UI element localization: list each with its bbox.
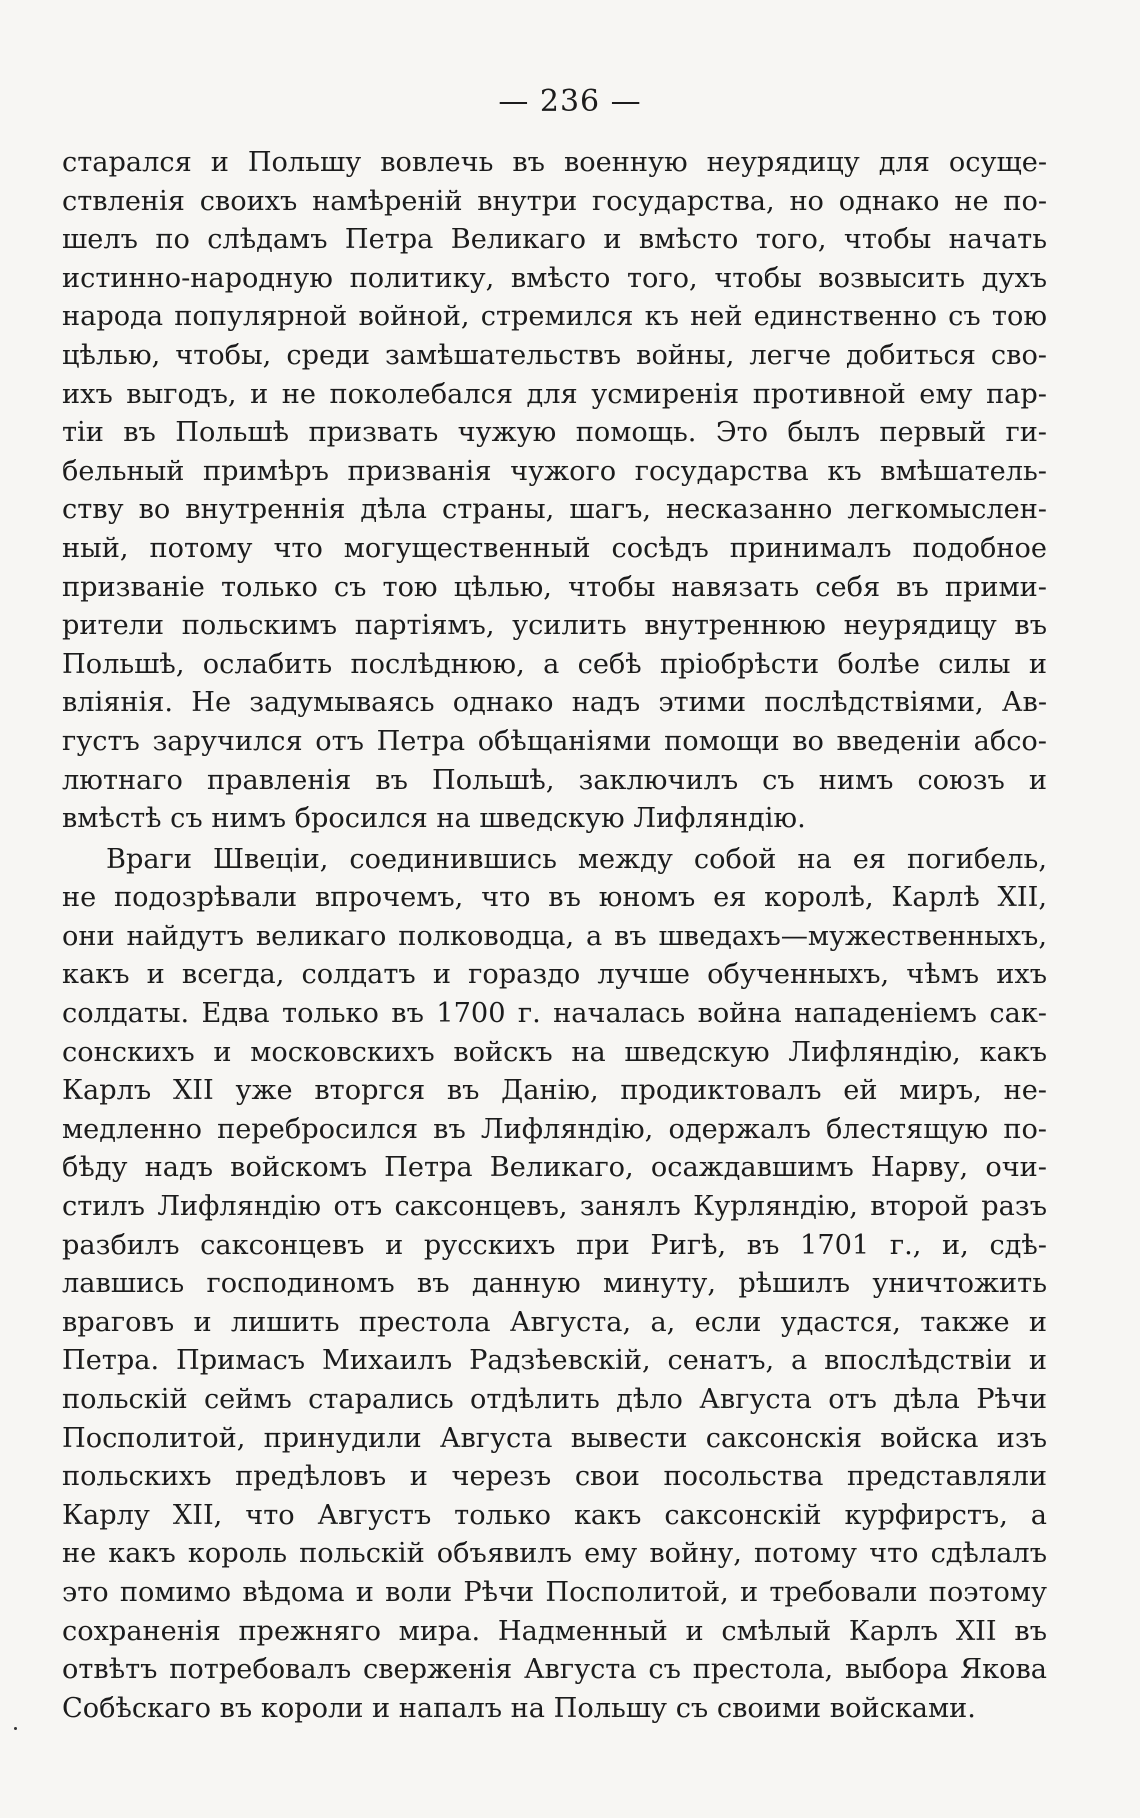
text-line: лютнаго правленія въ Польшѣ, заключилъ съ нимъ союзъ и [62, 764, 1047, 796]
text-line: не какъ король польскій объявилъ ему войну, потому что сдѣлалъ [62, 1538, 1047, 1570]
text-line: враговъ и лишить престола Августа, а, если удастся, также и [62, 1306, 1047, 1338]
text-line: густъ заручился отъ Петра обѣщаніями помощи во введеніи абсо- [62, 725, 1047, 757]
text-line: разбилъ саксонцевъ и русскихъ при Ригѣ, въ 1701 г., и, сдѣ- [62, 1229, 1047, 1261]
page-number: — 236 — [498, 84, 642, 119]
text-line: вліянія. Не задумываясь однако надъ этими послѣдствіями, Ав- [62, 687, 1047, 719]
text-line: Враги Швеціи, соединившись между собой на ея погибель, [106, 843, 1047, 875]
text-line: истинно-народную политику, вмѣсто того, чтобы возвысить духъ [62, 262, 1047, 294]
text-line: какъ и всегда, солдатъ и гораздо лучше обученныхъ, чѣмъ ихъ [62, 959, 1047, 991]
text-line: вмѣстѣ съ нимъ бросился на шведскую Лифляндію. [62, 803, 806, 835]
text-line: медленно перебросился въ Лифляндію, одержалъ блестящую по- [62, 1113, 1047, 1145]
text-line: бельный примѣръ призванія чужого государства къ вмѣшатель- [62, 455, 1047, 487]
text-line: бѣду надъ войскомъ Петра Великаго, осаждавшимъ Нарву, очи- [62, 1152, 1047, 1184]
text-line: ный, потому что могущественный сосѣдъ принималъ подобное [62, 532, 1047, 564]
paragraph [62, 841, 1047, 1729]
text-line: ихъ выгодъ, и не поколебался для усмиренія противной ему пар- [62, 378, 1047, 410]
text-line: сохраненія прежняго мира. Надменный и смѣлый Карлъ XII въ [62, 1615, 1047, 1647]
text-line: старался и Польшу вовлечь въ военную неурядицу для осуще- [62, 147, 1047, 178]
text-line: Собѣскаго въ короли и напалъ на Польшу съ своими войсками. [62, 1692, 976, 1724]
text-line: ству во внутреннія дѣла страны, шагъ, несказанно легкомыслен- [62, 494, 1047, 526]
text-line: народа популярной войной, стремился къ ней единственно съ тою [62, 301, 1047, 333]
text-line: шелъ по слѣдамъ Петра Великаго и вмѣсто того, чтобы начать [62, 224, 1047, 256]
text-line: Карлъ XII уже вторгся въ Данію, продиктовалъ ей миръ, не- [62, 1075, 1047, 1107]
text-line: не подозрѣвали впрочемъ, что въ юномъ ея королѣ, Карлѣ XII, [62, 882, 1047, 914]
text-line: Посполитой, принудили Августа вывести саксонскія войска изъ [62, 1422, 1047, 1454]
text-line: лавшись господиномъ въ данную минуту, рѣшилъ уничтожить [62, 1268, 1047, 1300]
text-line: Петра. Примасъ Михаилъ Радзѣевскій, сенатъ, а впослѣдствіи и [62, 1345, 1047, 1377]
text-line: отвѣтъ потребовалъ сверженія Августа съ престола, выбора Якова [62, 1654, 1047, 1686]
text-line: Польшѣ, ослабить послѣднюю, а себѣ пріобрѣсти болѣе силы и [62, 648, 1047, 680]
ink-speck [14, 1727, 17, 1730]
text-line: солдаты. Едва только въ 1700 г. началась война нападеніемъ сак- [62, 998, 1047, 1030]
text-line: Карлу XII, что Августъ только какъ саксонскій курфирстъ, а [62, 1499, 1047, 1531]
text-line: сонскихъ и московскихъ войскъ на шведскую Лифляндію, какъ [62, 1036, 1047, 1068]
text-line: это помимо вѣдома и воли Рѣчи Посполитой, и требовали поэтому [62, 1576, 1047, 1608]
text-line: призваніе только съ тою цѣлью, чтобы навязать себя въ прими- [62, 571, 1047, 603]
body-text [62, 144, 1047, 1728]
text-line: польскихъ предѣловъ и черезъ свои посольства представляли [62, 1461, 1047, 1493]
text-line: тіи въ Польшѣ призвать чужую помощь. Это былъ первый ги- [62, 417, 1047, 449]
text-line: цѣлью, чтобы, среди замѣшательствъ войны, легче добиться сво- [62, 339, 1047, 371]
text-line: ствленія своихъ намѣреній внутри государства, но однако не по- [62, 185, 1047, 217]
text-line: стилъ Лифляндію отъ саксонцевъ, занялъ Курляндію, второй разъ [62, 1191, 1047, 1223]
text-line: польскій сеймъ старались отдѣлить дѣло Августа отъ дѣла Рѣчи [62, 1384, 1047, 1415]
text-line: рители польскимъ партіямъ, усилить внутреннюю неурядицу въ [62, 610, 1047, 642]
text-line: они найдутъ великаго полководца, а въ шведахъ—мужественныхъ, [62, 920, 1047, 952]
paragraph [62, 144, 1047, 839]
